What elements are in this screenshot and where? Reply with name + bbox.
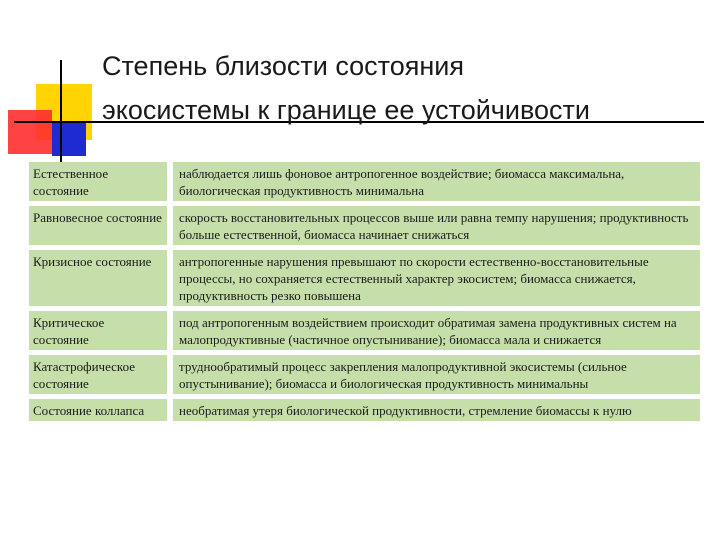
ecosystem-states-table <box>29 157 700 426</box>
state-description: труднообратимый процесс закрепления малопродуктивной экосистемы (сильное опустынивание); биомасса и биологическая продуктивность минимальны <box>173 355 700 394</box>
state-name: Состояние коллапса <box>29 399 167 421</box>
state-name: Критическое состояние <box>29 311 167 350</box>
state-name: Естественное состояние <box>29 162 167 201</box>
state-description: антропогенные нарушения превышают по скорости естественно-восстановительные процессы, но сохраняется естественный характер экосистем; биомасса снижается, продуктивность резко повышена <box>173 250 700 306</box>
state-description: необратимая утеря биологической продуктивности, стремление биомассы к нулю <box>173 399 700 421</box>
state-name: Кризисное состояние <box>29 250 167 306</box>
slide-title-line-1: Степень близости состояния <box>102 51 464 81</box>
table-row <box>29 250 700 306</box>
state-name: Катастрофическое состояние <box>29 355 167 394</box>
slide-title-line-2: экосистемы к границе ее устойчивости <box>102 95 590 125</box>
decor-red-square <box>8 110 52 154</box>
state-name: Равновесное состояние <box>29 206 167 245</box>
table-row <box>29 206 700 245</box>
state-description: под антропогенным воздействием происходит обратимая замена продуктивных систем на малопродуктивные (частичное опустынивание); биомасса мала и снижается <box>173 311 700 350</box>
decor-vertical-line <box>60 60 62 168</box>
table-row <box>29 355 700 394</box>
table-row <box>29 162 700 201</box>
decor-blue-square <box>52 122 86 156</box>
state-description: наблюдается лишь фоновое антропогенное воздействие; биомасса максимальна, биологическая продуктивность минимальна <box>173 162 700 201</box>
table-row <box>29 399 700 421</box>
table-row <box>29 311 700 350</box>
state-description: скорость восстановительных процессов выше или равна темпу нарушения; продуктивность больше естественной, биомасса начинает снижаться <box>173 206 700 245</box>
slide-title <box>102 44 702 132</box>
